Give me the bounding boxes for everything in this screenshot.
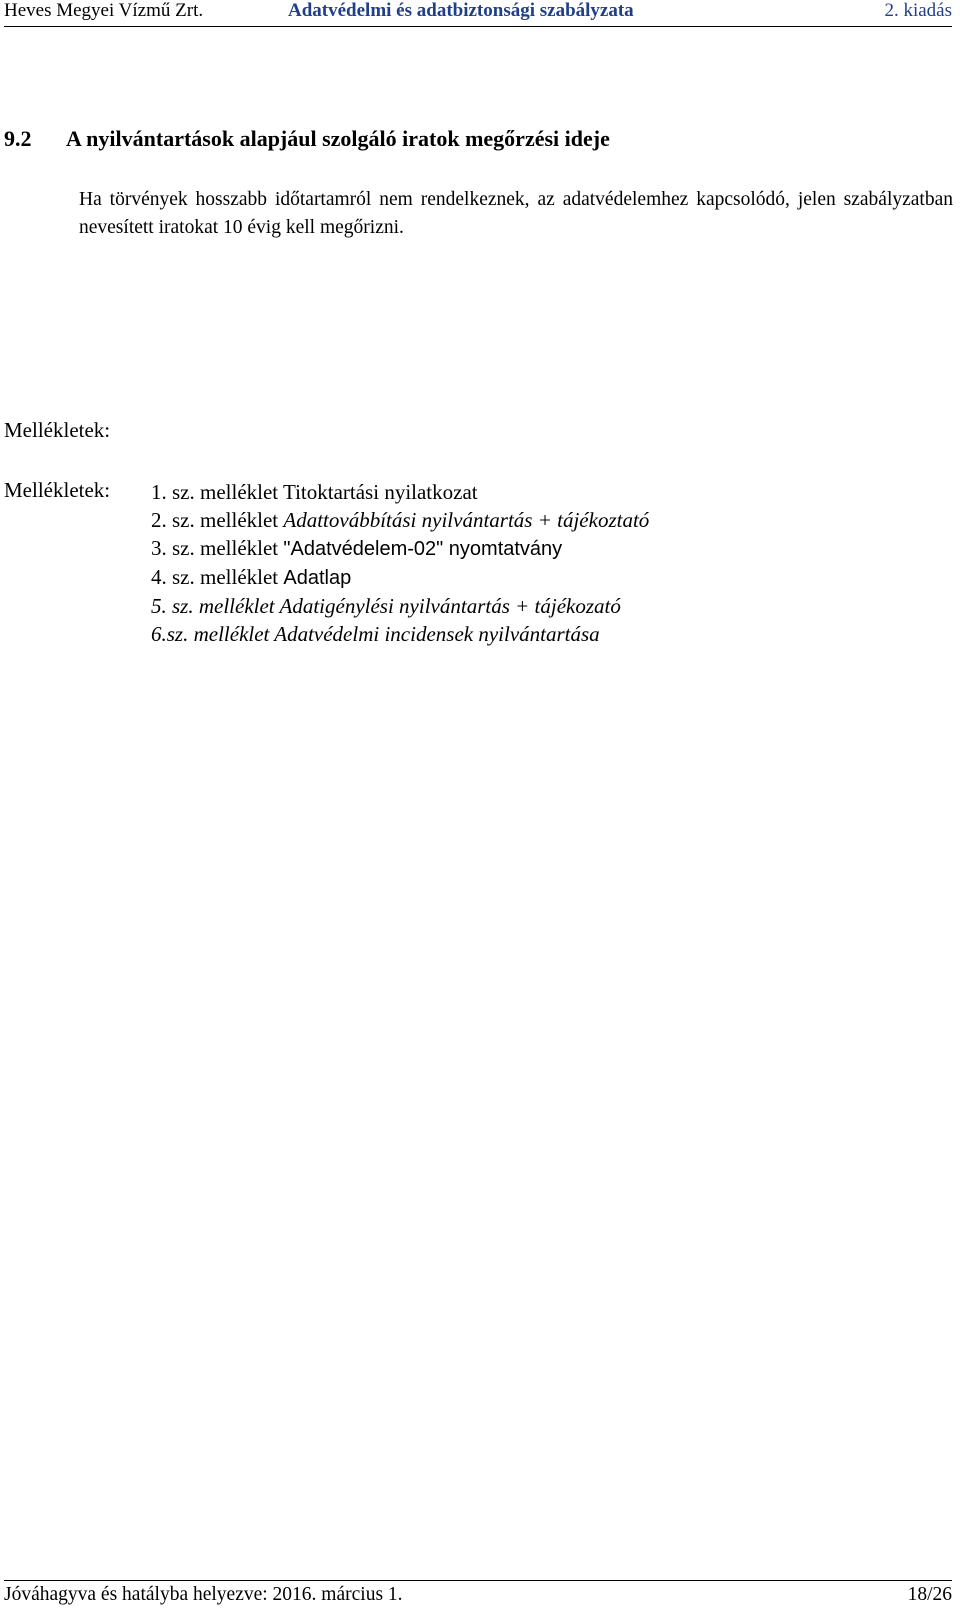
approval-date: Jóváhagyva és hatályba helyezve: 2016. március 1. <box>4 1584 403 1605</box>
annex-item: 5. sz. melléklet Adatigénylési nyilvántartás + tájékozató <box>151 594 621 618</box>
annex-item: 2. sz. melléklet Adattovábbítási nyilvántartás + tájékoztató <box>151 508 650 532</box>
company-name: Heves Megyei Vízmű Zrt. <box>4 0 204 21</box>
annex-label: Mellékletek: <box>4 478 111 502</box>
section-title: A nyilvántartások alapjául szolgáló iratok megőrzési ideje <box>66 126 610 151</box>
annex-list <box>151 478 649 648</box>
document-title: Adatvédelmi és adatbiztonsági szabályzata <box>288 0 634 21</box>
page-footer <box>4 1580 952 1609</box>
annex-item: 1. sz. melléklet Titoktartási nyilatkozat <box>151 480 478 504</box>
page-header <box>4 0 952 27</box>
page-number: 18/26 <box>907 1584 952 1605</box>
annex-item: 4. sz. melléklet Adatlap <box>151 565 352 589</box>
annex-heading: Mellékletek: <box>4 418 111 442</box>
section-heading <box>4 126 610 152</box>
section-number: 9.2 <box>4 126 32 151</box>
section-paragraph: Ha törvények hosszabb időtartamról nem rendelkeznek, az adatvédelemhez kapcsolódó, jelen szabályzatban nevesített iratokat 10 évig kell megőrizni. <box>79 189 953 238</box>
annex-item: 3. sz. melléklet "Adatvédelem-02" nyomtatvány <box>151 536 563 560</box>
annex-item: 6.sz. melléklet Adatvédelmi incidensek nyilvántartása <box>151 622 600 646</box>
edition-label: 2. kiadás <box>884 0 952 21</box>
